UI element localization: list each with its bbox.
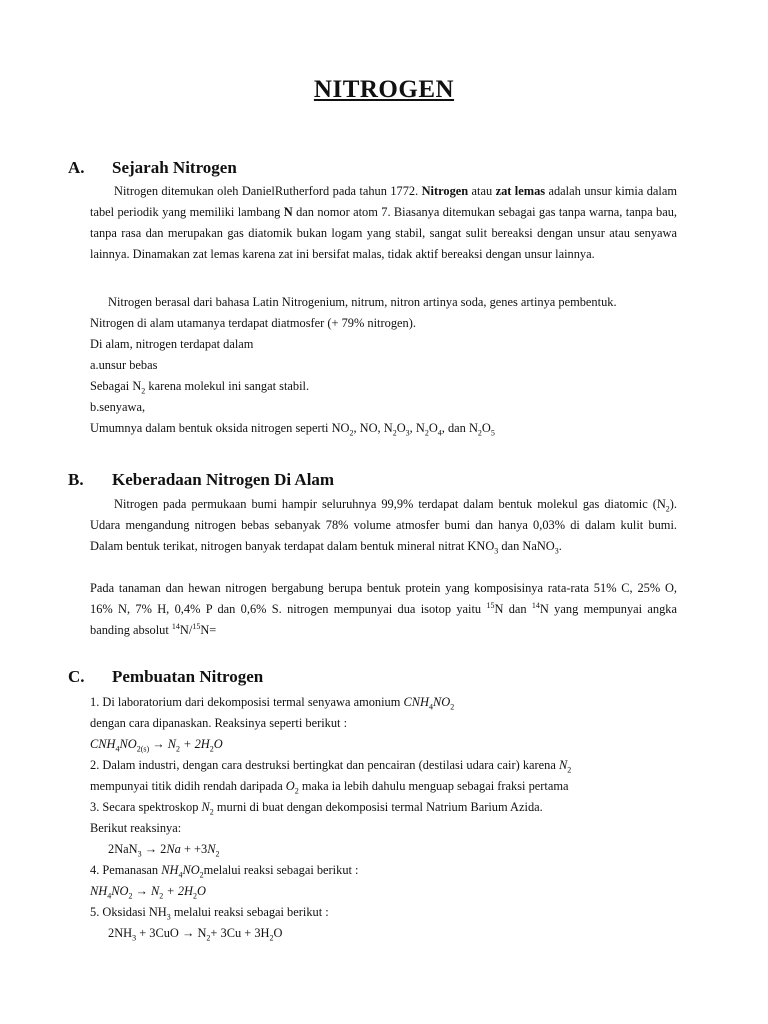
text-line: Sebagai $N_2$ karena molekul ini sangat stabil. bbox=[90, 379, 310, 396]
section-title: Pembuatan Nitrogen bbox=[112, 667, 264, 686]
section-title: Keberadaan Nitrogen Di Alam bbox=[112, 470, 335, 489]
section-a-paragraph: Nitrogen ditemukan oleh DanielRutherford pada tahun 1772. Nitrogen atau zat lemas adalah unsur kimia dalam tabel periodik yang memiliki lambang N dan nomor atom 7. Biasanya ditemukan sebagai gas tanpa warna, tanpa bau, tanpa rasa dan merupakan gas diatomik bukan logam yang stabil, sangat sulit bereaksi dengan unsur atau senyawa lainnya. Dinamakan zat lemas karena zat ini bersifat malas, tidak aktif bereaksi dengan unsur lainnya. bbox=[90, 184, 678, 261]
section-title: Sejarah Nitrogen bbox=[112, 158, 237, 177]
equation-line: $2NH_3 + 3CuO \to N_2+ 3Cu + 3H_2O$ bbox=[108, 926, 283, 943]
section-letter: C. bbox=[68, 667, 85, 686]
section-b-paragraph-1: Nitrogen pada permukaan bumi hampir seluruhnya 99,9% terdapat dalam bentuk molekul gas diatomic $(N_2)$. Udara mengandung nitrogen bebas sebanyak 78% volume atmosfer bumi dan hanya 0,03% di dalam kulit bumi. Dalam bentuk terikat, nitrogen banyak terdapat dalam bentuk mineral nitrat $KNO_3$ dan NaNO$_3$. bbox=[90, 497, 677, 556]
section-a-heading bbox=[68, 158, 237, 178]
text-line: dengan cara dipanaskan. Reaksinya seperti berikut : bbox=[90, 716, 348, 730]
text-line: Nitrogen di alam utamanya terdapat diatmosfer (+ 79% nitrogen). bbox=[90, 316, 416, 330]
text-line: a.unsur bebas bbox=[90, 358, 158, 372]
text-line: 2. Dalam industri, dengan cara destruksi bertingkat dan pencairan (destilasi udara cair) karena $N_2$ bbox=[90, 758, 572, 775]
section-b-heading bbox=[68, 470, 334, 490]
text-line: Umumnya dalam bentuk oksida nitrogen seperti $NO_2$, NO, $N_2O_3$, $N_2O_4$, dan $N_2O_5$ bbox=[90, 421, 495, 438]
equation-line: $CNH_4NO_{2(s)} \to N_2 + 2H_2O$ bbox=[90, 737, 223, 754]
section-b-paragraph-2: Pada tanaman dan hewan nitrogen bergabung berupa bentuk protein yang komposisinya rata-rata 51% C, 25% O, 16% N, 7% H, 0,4% P dan 0,6% S. nitrogen mempunyai dua isotop yaitu $^{15}$N dan $^{14}$N yang mempunyai angka banding absolut $^{14}$N/$^{15}$N= bbox=[90, 581, 677, 637]
section-letter: A. bbox=[68, 158, 85, 177]
equation-line: $2NaN_3 \to 2Na + +3N_2$ bbox=[108, 842, 220, 859]
text-line: mempunyai titik didih rendah daripada $O_2$ maka ia lebih dahulu menguap sebagai fraksi pertama bbox=[90, 779, 569, 796]
text-line: b.senyawa, bbox=[90, 400, 146, 414]
text-line: 3. Secara spektroskop $N_2$ murni di buat dengan dekomposisi termal Natrium Barium Azida. bbox=[90, 800, 543, 817]
text-line: 1. Di laboratorium dari dekomposisi termal senyawa amonium $CNH_4NO_2$ bbox=[90, 695, 455, 712]
text-line: 4. Pemanasan $NH_4NO_2melalui$ reaksi sebagai berikut : bbox=[90, 863, 359, 880]
equation-line: $NH_4NO_2 \to N_2 + 2H_2O$ bbox=[90, 884, 206, 901]
text-line: Nitrogen berasal dari bahasa Latin Nitrogenium, nitrum, nitron artinya soda, genes artinya pembentuk. bbox=[108, 295, 617, 309]
page-title: NITROGEN bbox=[313, 76, 455, 103]
text-line: Berikut reaksinya: bbox=[90, 821, 182, 835]
section-c-heading bbox=[68, 667, 263, 687]
section-letter: B. bbox=[68, 470, 84, 489]
text-line: 5. Oksidasi $NH_3$ melalui reaksi sebagai berikut : bbox=[90, 905, 329, 922]
text-line: Di alam, nitrogen terdapat dalam bbox=[90, 337, 254, 351]
